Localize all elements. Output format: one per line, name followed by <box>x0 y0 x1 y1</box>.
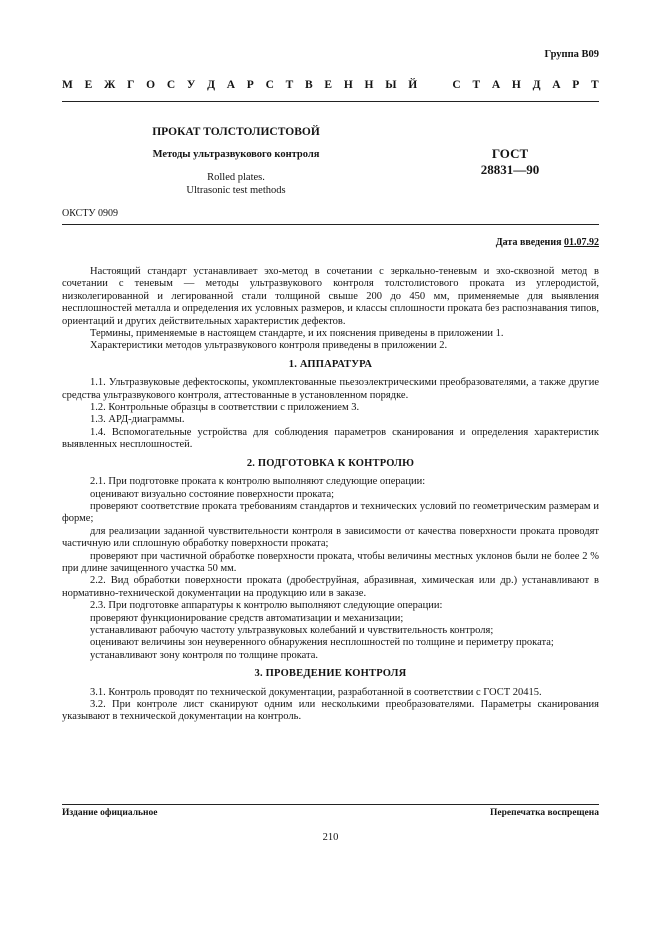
english-title-line: Rolled plates. <box>207 172 265 183</box>
banner-letter: А <box>491 79 501 91</box>
group-code: Группа В09 <box>544 49 599 60</box>
banner-letter: Н <box>511 79 521 91</box>
banner-letter: А <box>552 79 561 91</box>
banner-letter: Н <box>364 79 374 91</box>
english-title <box>70 171 402 197</box>
banner-letter: Р <box>572 79 580 91</box>
banner-letter: С <box>166 79 176 91</box>
paragraph: для реализации заданной чувствительности контроля в зависимости от качества поверхности проката проводят частичную или сплошную обработку поверхности проката; <box>62 525 599 550</box>
banner-letter: А <box>226 79 236 91</box>
paragraph: проверяют соответствие проката требованиям стандартов и технических условий по геометрическим размерам и форме; <box>62 500 599 525</box>
banner-letter: Й <box>408 79 418 91</box>
gost-number: 28831—90 <box>480 162 540 177</box>
banner-letter: В <box>305 79 313 91</box>
paragraph: проверяют при частичной обработке поверхности проката, чтобы величины местных уклонов были не более 2 % при длине зачищенного участка 50 мм. <box>62 550 599 574</box>
paragraph: 3.1. Контроль проводят по технической документации, разработанной в соответствии с ГОСТ 20415. <box>90 686 542 698</box>
standard-banner <box>62 79 599 93</box>
effective-date-value: 01.07.92 <box>564 237 599 248</box>
banner-letter: С <box>452 79 461 91</box>
gost-label: ГОСТ <box>491 146 529 161</box>
banner-letter: Е <box>84 79 93 91</box>
paragraph: оценивают визуально состояние поверхности проката; <box>90 488 335 500</box>
paragraph: 1.1. Ультразвуковые дефектоскопы, укомплектованные пьезоэлектрическими преобразователями, а также другие средства ультразвукового контроля, аттестованные в установленном порядке. <box>62 377 599 401</box>
banner-letter: Ж <box>104 79 116 91</box>
paragraph: 2.2. Вид обработки поверхности проката (дробеструйная, абразивная, химическая или др.) устанавливают в нормативно-технической документации на продукцию или в заказе. <box>62 575 599 599</box>
banner-letter: Ы <box>385 79 397 91</box>
banner-letter: С <box>265 79 274 91</box>
paragraph: Термины, применяемые в настоящем стандарте, и их пояснения приведены в приложении 1. <box>90 328 504 340</box>
section-heading: 2. ПОДГОТОВКА К КОНТРОЛЮ <box>246 457 415 469</box>
banner-letter: О <box>146 79 156 91</box>
footer-rule <box>62 804 599 805</box>
banner-letter: Г <box>127 79 135 91</box>
paragraph: 1.3. АРД-диаграммы. <box>90 414 185 426</box>
banner-letter: Д <box>207 79 216 91</box>
paragraph: 2.3. При подготовке аппаратуры к контролю выполняют следующие операции: <box>90 600 443 612</box>
banner-letter: Е <box>324 79 333 91</box>
okstu-rule <box>62 224 599 225</box>
paragraph: 3.2. При контроле лист сканируют одним или несколькими преобразователями. Параметры сканирования указывают в технической документации на контроль. <box>62 699 599 723</box>
paragraph: проверяют функционирование средств автоматизации и механизации; <box>90 612 404 624</box>
section-heading: 1. АППАРАТУРА <box>288 358 373 370</box>
document-title: ПРОКАТ ТОЛСТОЛИСТОВОЙ <box>152 126 320 138</box>
paragraph: 2.1. При подготовке проката к контролю выполняют следующие операции: <box>90 476 426 488</box>
effective-date-label: Дата введения <box>495 237 562 248</box>
title-block <box>62 126 402 197</box>
banner-letter: Т <box>591 79 599 91</box>
section-heading: 3. ПРОВЕДЕНИЕ КОНТРОЛЯ <box>254 668 407 680</box>
banner-rule <box>62 101 599 102</box>
paragraph: 1.4. Вспомогательные устройства для соблюдения параметров сканирования и определения характеристик выявленных несплошностей. <box>62 426 599 451</box>
banner-letter: Д <box>532 79 541 91</box>
banner-letter: Т <box>472 79 481 91</box>
document-subtitle: Методы ультразвукового контроля <box>152 149 320 160</box>
english-title-line: Ultrasonic test methods <box>186 185 286 196</box>
banner-letter: М <box>62 79 73 91</box>
gost-designation <box>470 146 550 178</box>
banner-letter: Р <box>246 79 254 91</box>
effective-date <box>496 237 599 248</box>
banner-letter: Н <box>343 79 353 91</box>
banner-letter: Т <box>285 79 294 91</box>
page-number: 210 <box>322 832 339 843</box>
reprint-prohibited: Перепечатка воспрещена <box>489 808 599 818</box>
banner-letter: У <box>186 79 196 91</box>
paragraph: Характеристики методов ультразвукового контроля приведены в приложении 2. <box>90 340 448 352</box>
paragraph: оценивают величины зон неуверенного обнаружения несплошностей по толщине и периметру проката; <box>90 637 554 649</box>
paragraph: 1.2. Контрольные образцы в соответствии с приложением 3. <box>90 402 360 414</box>
document-body <box>62 266 599 724</box>
official-edition: Издание официальное <box>62 808 158 818</box>
paragraph: Настоящий стандарт устанавливает эхо-метод в сочетании с зеркально-теневым и эхо-сквозной метод в сочетании с теневым — методы ультразвукового контроля толстолистового проката из углеродистой, низколегированной и легированной стали толщиной свыше 200 до 450 мм, применяемые для выявления несплошностей металла и определения их условных размеров, и классы сплошности проката без распознавания типов, ориентаций и других действительных характеристик дефектов. <box>62 266 599 327</box>
okstu-code: ОКСТУ 0909 <box>62 208 119 219</box>
paragraph: устанавливают зону контроля по толщине проката. <box>90 649 319 661</box>
paragraph: устанавливают рабочую частоту ультразвуковых колебаний и чувствительность контроля; <box>90 624 494 636</box>
